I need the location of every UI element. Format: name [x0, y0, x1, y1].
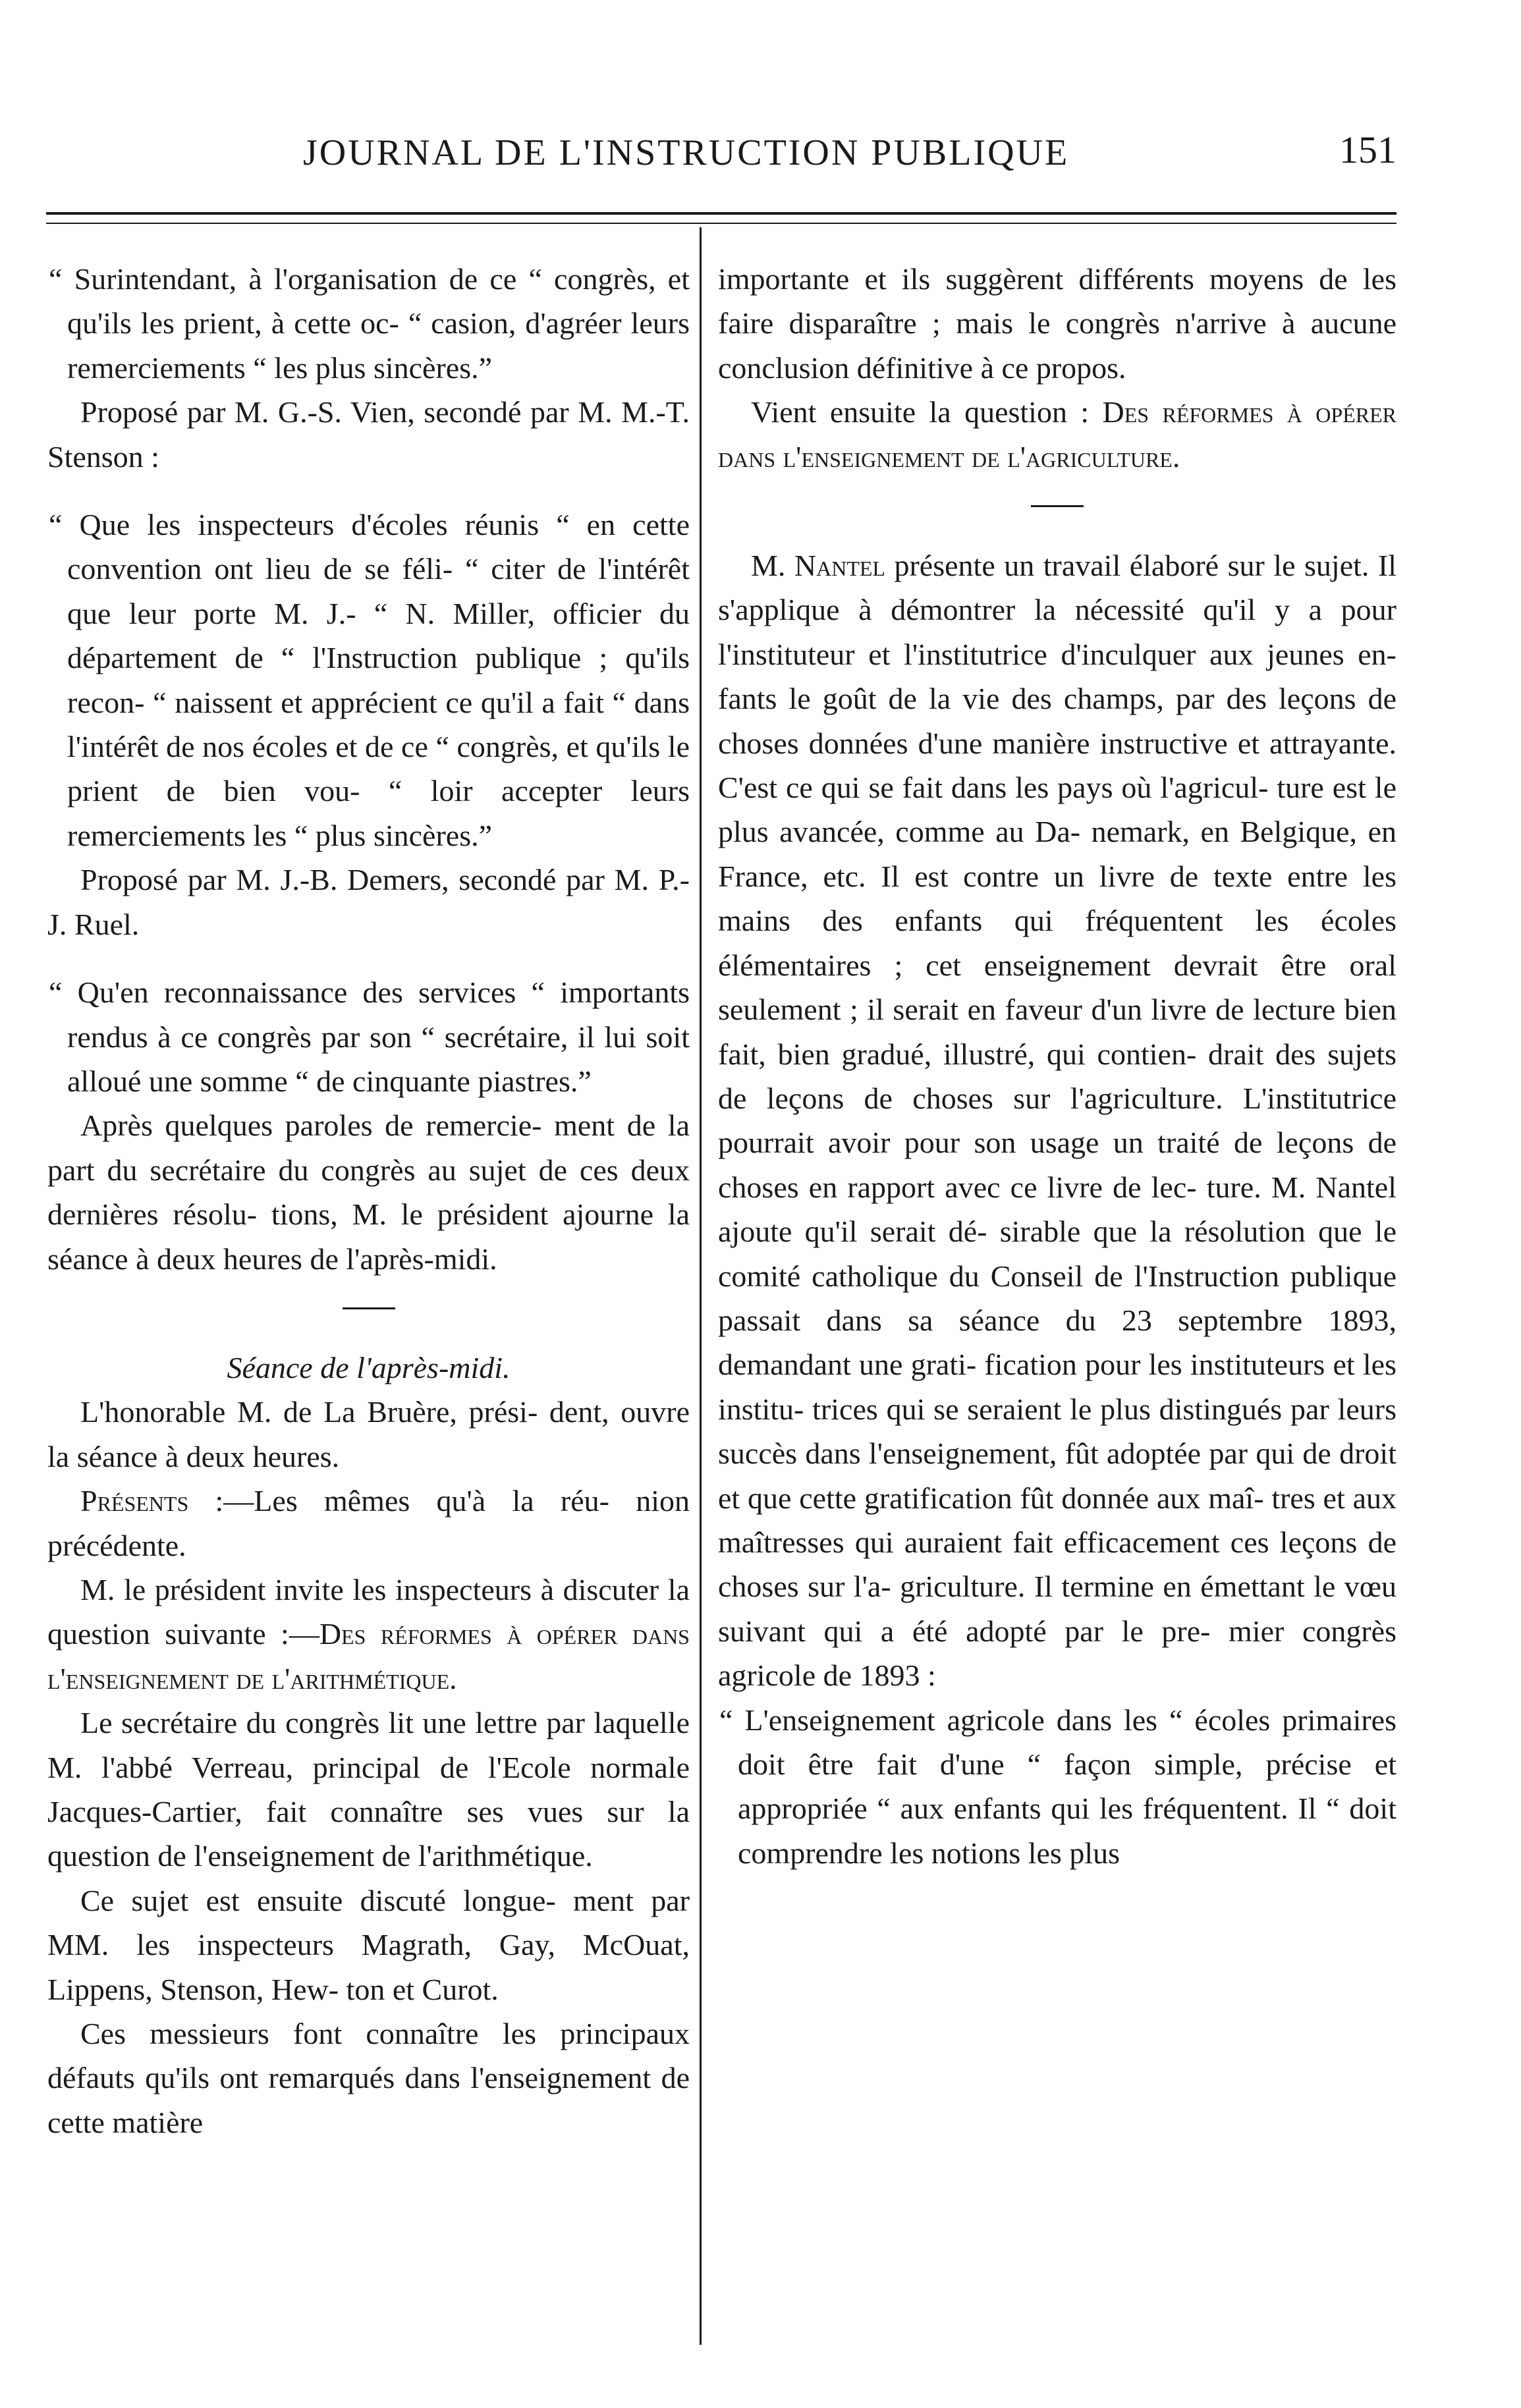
section-heading: Séance de l'après-midi.: [227, 1350, 511, 1384]
question-topic: Des réformes à opérer dans l'enseignement de l'agriculture.: [718, 395, 1397, 474]
running-title: JOURNAL DE L'INSTRUCTION PUBLIQUE: [303, 132, 1070, 173]
body-paragraph: Ces messieurs font connaître les principaux défauts qu'ils ont remarqués dans l'enseignement de cette matière: [47, 2017, 690, 2139]
quoted-resolution-end: “ Surintendant, à l'organisation de ce “ congrès, et qu'ils les prient, à cette oc- “ casion, d'agréer leurs remerciements “ les plus sincères.”: [49, 262, 690, 385]
header-rule-thin: [46, 223, 1397, 224]
right-column: [718, 257, 1397, 1875]
body-paragraph: Ce sujet est ensuite discuté longue- ment par MM. les inspecteurs Magrath, Gay, McOuat, Lippens, Stenson, Hew- ton et Curot.: [47, 1883, 690, 2006]
body-paragraph: Après quelques paroles de remercie- ment de la part du secrétaire du congrès au sujet de ces deux dernières résolu- tions, M. le président ajourne la séance à deux heures de l'après-midi.: [47, 1108, 690, 1276]
section-separator: [343, 1307, 395, 1309]
lead-term: Présents: [80, 1484, 189, 1518]
body-paragraph: M. le président invite les inspecteurs à discuter la question suivante :—Des réformes à opérer dans l'enseignement de l'arithmétique.: [47, 1572, 690, 1695]
page-header: [46, 128, 1397, 191]
body-paragraph: importante et ils suggèrent différents moyens de les faire disparaître ; mais le congrès n'arrive à aucune conclusion définitive à ce propos.: [718, 262, 1397, 385]
quoted-resolution: “ Qu'en reconnaissance des services “ importants rendus à ce congrès par son “ secrétaire, il lui soit alloué une somme “ de cinquante piastres.”: [49, 975, 690, 1098]
speaker-name: M. Nantel: [751, 549, 885, 583]
left-column: [47, 257, 690, 2145]
body-paragraph: Le secrétaire du congrès lit une lettre par laquelle M. l'abbé Verreau, principal de l'Ecole normale Jacques-Cartier, fait connaître ses vues sur la question de l'enseignement de l'arithmétique.: [47, 1706, 690, 1873]
page-number: 151: [1339, 128, 1397, 171]
body-paragraph: L'honorable M. de La Bruère, prési- dent, ouvre la séance à deux heures.: [47, 1395, 690, 1473]
header-rule: [46, 212, 1397, 215]
body-paragraph: Vient ensuite la question : Des réformes à opérer dans l'enseignement de l'agriculture.: [718, 395, 1397, 474]
question-topic: Des réformes à opérer dans l'enseignement de l'arithmétique.: [47, 1617, 690, 1695]
body-paragraph: Présents :—Les mêmes qu'à la réu- nion précédente.: [47, 1484, 690, 1562]
body-paragraph: M. Nantel présente un travail élaboré sur le sujet. Il s'applique à démontrer la nécessité qu'il y a pour l'instituteur et l'institutrice d'inculquer aux jeunes en- fants le goût de la vie des champs, par des leçons de choses données d'une manière instructive et attrayante. C'est ce qui se fait dans les pays où l'agricul- ture est le plus avancée, comme au Da- nemark, en Belgique, en France, etc. Il est contre un livre de texte entre les mains des enfants qui fréquentent les écoles élémentaires ; cet enseignement devrait être oral seulement ; il serait en faveur d'un livre de lecture bien fait, bien gradué, illustré, qui contien- drait des sujets de leçons de choses sur l'agriculture. L'institutrice pourrait avoir pour son usage un traité de leçons de choses en rapport avec ce livre de lec- ture. M. Nantel ajoute qu'il serait dé- sirable que la résolution que le comité catholique du Conseil de l'Instruction publique passait dans sa séance du 23 septembre 1893, demandant une grati- fication pour les instituteurs et les institu- trices qui se seraient le plus distingués par leurs succès dans l'enseignement, fût adoptée par qui de droit et que cette gratification fût donnée aux maî- tres et aux maîtresses qui auraient fait efficacement ces leçons de choses sur l'a- griculture. Il termine en émettant le vœu suivant qui a été adopté par le pre- mier congrès agricole de 1893 :: [718, 549, 1397, 1693]
motion-paragraph: Proposé par M. G.-S. Vien, secondé par M. M.-T. Stenson :: [47, 395, 690, 474]
column-divider: [700, 227, 702, 2345]
quoted-resolution: “ Que les inspecteurs d'écoles réunis “ en cette convention ont lieu de se féli- “ citer de l'intérêt que leur porte M. J.- “ N. Miller, officier du département de “ l'Instruction publique ; qu'ils recon- “ naissent et apprécient ce qu'il a fait “ dans l'intérêt de nos écoles et de ce “ congrès, et qu'ils le prient de bien vou- “ loir accepter leurs remerciements les “ plus sincères.”: [49, 508, 690, 852]
quoted-resolution: “ L'enseignement agricole dans les “ écoles primaires doit être fait d'une “ façon simple, précise et appropriée “ aux enfants qui les fréquentent. Il “ doit comprendre les notions les plus: [719, 1703, 1397, 1870]
motion-paragraph: Proposé par M. J.-B. Demers, secondé par M. P.-J. Ruel.: [47, 863, 690, 941]
section-separator: [1031, 505, 1084, 507]
